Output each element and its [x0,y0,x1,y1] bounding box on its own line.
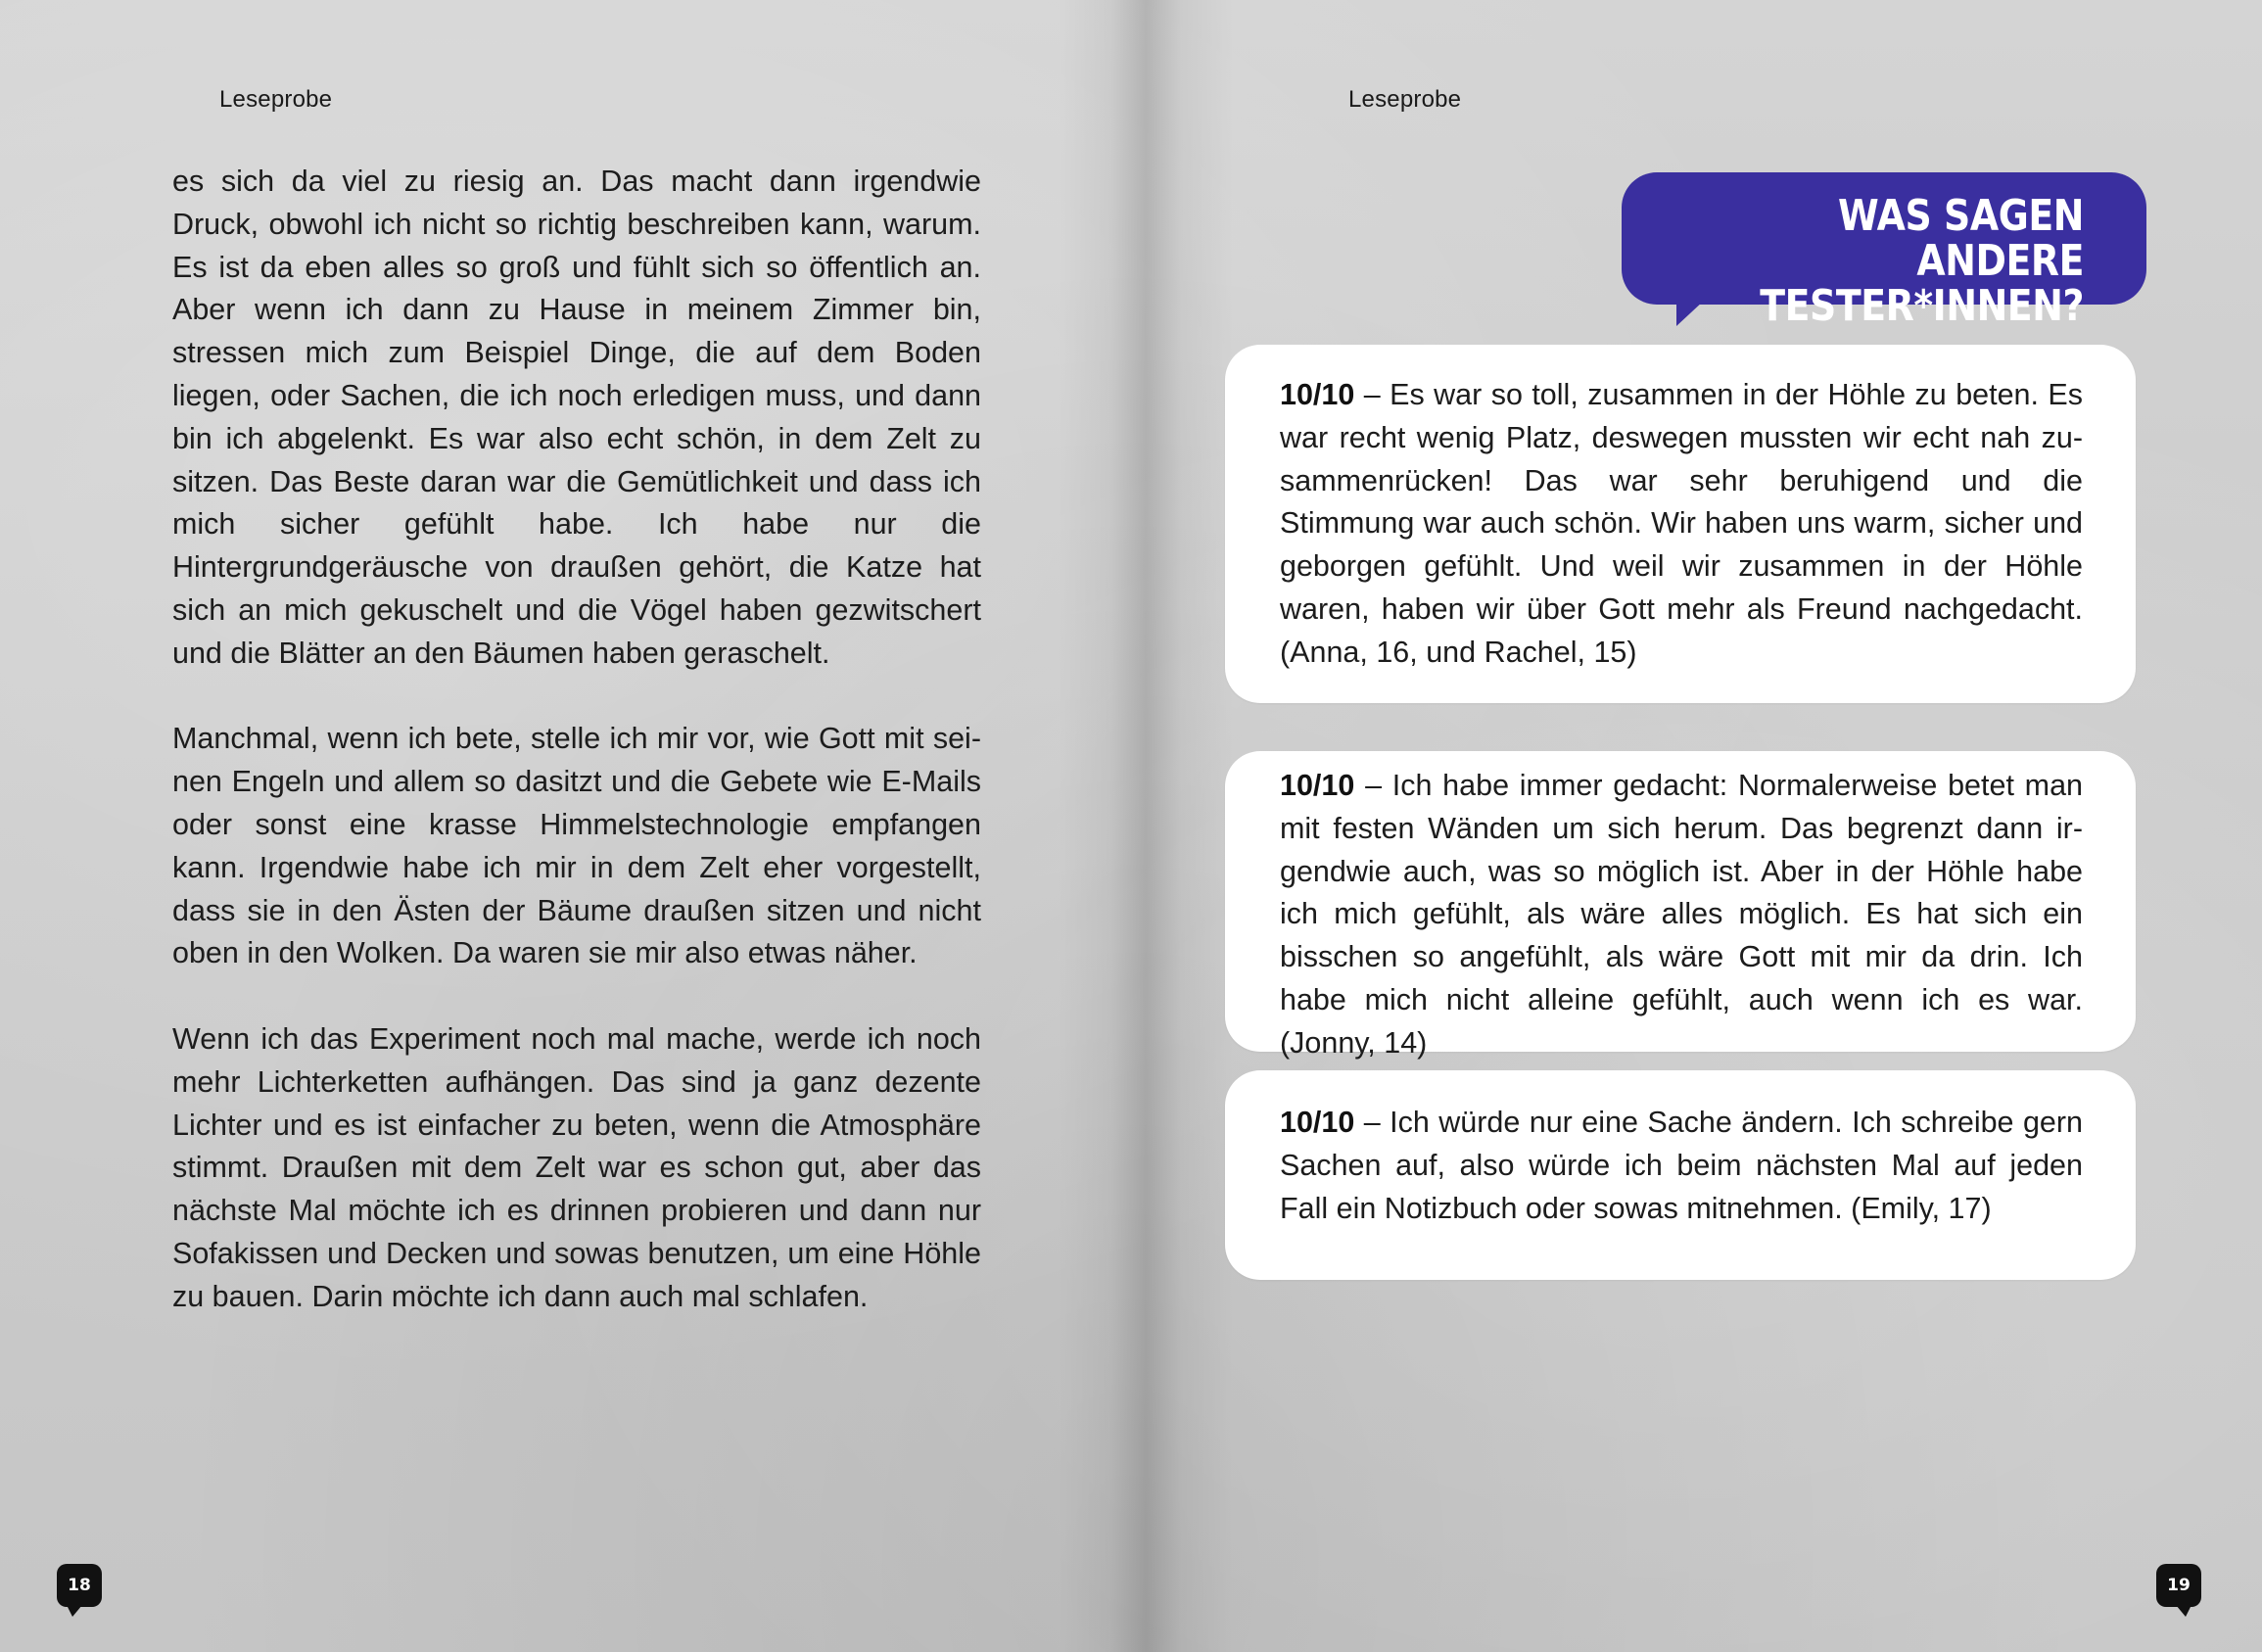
review-text: – Es war so toll, zusammen in der Höhle zu beten. Es war recht wenig Platz, deswegen mussten wir echt nah zusammenrücken! Das war sehr beruhigend und die Stimmung war auch schön. Wir haben uns warm, sicher und geborgen gefühlt. Und weil wir zusammen in der Höhle waren, haben wir über Gott mehr als Freund nachgedacht. (Anna, 16, und Rachel, 15) [1280,378,2083,669]
review-rating: 10/10 [1280,378,1355,411]
body-text [172,161,981,1361]
paragraph-2: Manchmal, wenn ich bete, stelle ich mir vor, wie Gott mit seinen Engeln und allem so dasitzt und die Gebete wie E-Mails oder sonst eine krasse Himmelstechnologie empfangen kann. Irgendwie habe ich mir in dem Zelt eher vorgestellt, dass sie in den Ästen der Bäume draußen sitzen und nicht oben in den Wolken. Da waren sie mir also etwas näher. [172,722,981,970]
review-card-1 [1225,345,2136,703]
headline-line-1: WAS SAGEN ANDERE [1838,191,2084,286]
right-page [1131,0,2262,1652]
headline-speech-bubble [1622,172,2146,331]
review-rating: 10/10 [1280,769,1355,802]
page-number-left: 18 [57,1564,102,1607]
running-head-right: Leseprobe [1348,86,1462,113]
review-text: – Ich habe immer gedacht: Normalerweise betet man mit festen Wänden um sich herum. Das begrenzt dann irgendwie auch, was so möglich ist. Aber in der Höhle habe ich mich gefühlt, als wäre alles möglich. Es hat sich ein bisschen so angefühlt, als wäre Gott mit mir da drin. Ich habe mich nicht alleine gefühlt, auch wenn ich es war. (Jonny, 14) [1280,769,2083,1060]
review-rating: 10/10 [1280,1106,1355,1139]
review-card-3 [1225,1070,2136,1280]
review-text: – Ich würde nur eine Sache ändern. Ich schreibe gern Sachen auf, also würde ich beim nächsten Mal auf jeden Fall ein Notizbuch oder sowas mitnehmen. (Emily, 17) [1280,1106,2083,1225]
running-head-left: Leseprobe [219,86,333,113]
headline-line-2: TESTER*INNEN? [1760,281,2084,331]
review-card-2 [1225,751,2136,1060]
page-number-right: 19 [2156,1564,2201,1607]
paragraph-1: es sich da viel zu riesig an. Das macht dann irgendwie Druck, obwohl ich nicht so richtig beschreiben kann, warum. Es ist da eben alles so groß und fühlt sich so öffentlich an. Aber wenn ich dann zu Hause in meinem Zimmer bin, stressen mich zum Beispiel Dinge, die auf dem Boden liegen, oder Sachen, die ich noch erledigen muss, und dann bin ich abgelenkt. Es war also echt schön, in dem Zelt zu sitzen. Das Beste daran war die Gemütlichkeit und dass ich mich sicher gefühlt habe. Ich habe nur die Hintergrundgeräusche von draußen gehört, die Katze hat sich an mich gekuschelt und die Vögel haben gezwitschert und die Blätter an den Bäumen haben geraschelt. [172,165,981,670]
paragraph-3: Wenn ich das Experiment noch mal mache, werde ich noch mehr Lichterketten aufhängen. Das sind ja ganz dezente Lichter und es ist einfacher zu beten, wenn die Atmosphäre stimmt. Draußen mit dem Zelt war es schon gut, aber das nächste Mal möchte ich es drinnen probieren und dann nur Sofakissen und Decken und sowas benutzen, um eine Höhle zu bauen. Darin möchte ich dann auch mal schlafen. [172,1021,981,1313]
